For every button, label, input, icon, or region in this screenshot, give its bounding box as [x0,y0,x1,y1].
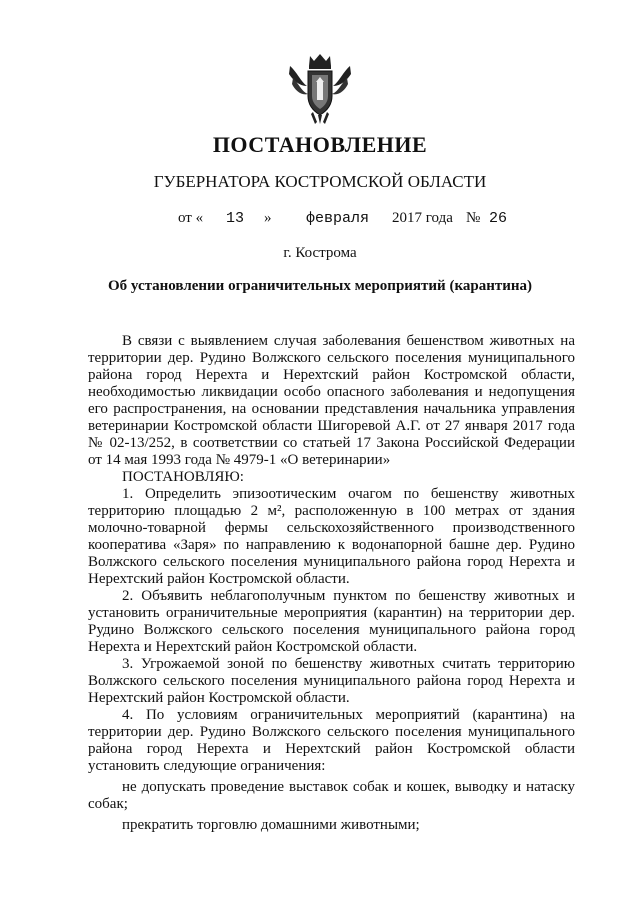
paragraph-item-1: 1. Определить эпизоотическим очагом по бешенству животных территорию площадью 2 м², расположенную в 100 метрах от здания молочно-товарной фермы сельскохозяйственного производственного кооператива «Заря» по направлению к водонапорной башне дер. Рудино Волжского сельского поселения муниципального района город Нерехта и Нерехтский район Костромской области. [88,486,575,587]
restriction-item: прекратить торговлю домашними животными; [122,817,420,833]
document-subtitle: ГУБЕРНАТОРА КОСТРОМСКОЙ ОБЛАСТИ [153,172,487,191]
paragraph-preamble: В связи с выявлением случая заболевания бешенством животных на территории дер. Рудино Волжского сельского поселения муниципального района город Нерехта и Нерехтский район Костромской области, необходимостью ликвидации особо опасного заболевания и недопущения его распространения, на основании представления начальника управления ветеринарии Костромской области Шигоревой А.Г. от 27 января 2017 года № 02-13/252, в соответствии со статьей 17 Закона Российской Федерации от 14 мая 1993 года № 4979-1 «О ветеринарии» [88,333,575,468]
date-year: 2017 года [392,210,453,226]
document-body [88,333,575,834]
coat-of-arms-icon [287,52,353,126]
paragraph-item-2: 2. Объявить неблагополучным пунктом по бешенству животных и установить ограничительные мероприятия (карантин) на территории дер. Рудино Волжского сельского поселения муниципального района город Нерехта и Нерехтский район Костромской области. [88,588,575,655]
paragraph-decree: ПОСТАНОВЛЯЮ: [122,469,244,485]
paragraph-item-3: 3. Угрожаемой зоной по бешенству животных считать территорию Волжского сельского поселения муниципального района город Нерехта и Нерехтский район Костромской области. [88,656,575,706]
restriction-item: не допускать проведение выставок собак и кошек, выводку и натаску собак; [88,779,575,812]
document-heading: Об установлении ограничительных мероприятий (карантина) [107,278,532,294]
city: г. Кострома [283,245,357,261]
document-number: 26 [489,210,508,227]
paragraph-item-4: 4. По условиям ограничительных мероприятий (карантина) на территории дер. Рудино Волжского сельского поселения муниципального района город Нерехта и Нерехтский район Костромской области установить следующие ограничения: [88,707,575,774]
date-month: февраля [306,210,370,227]
date-close-quote: » [264,210,272,226]
number-label: № [466,210,481,226]
date-prefix: от « [178,210,204,226]
document-title: ПОСТАНОВЛЕНИЕ [212,132,428,157]
date-day: 13 [226,210,245,227]
